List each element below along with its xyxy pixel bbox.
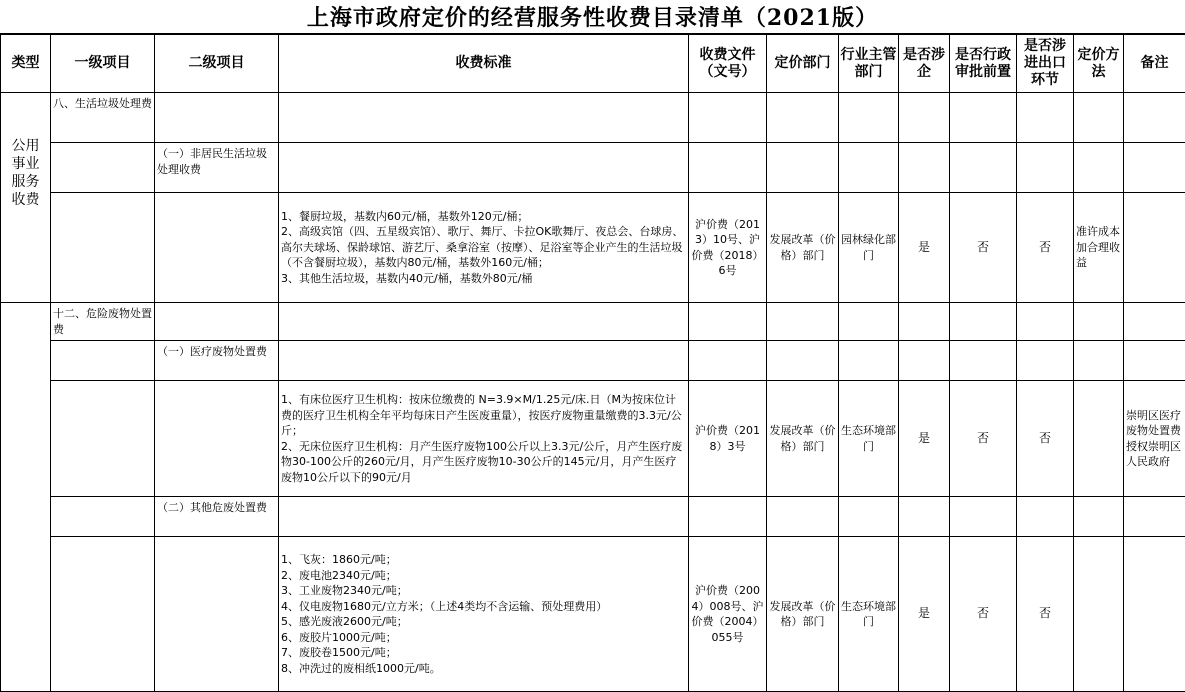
header-method[interactable]: 定价方法 — [1074, 35, 1124, 93]
cell[interactable] — [950, 341, 1017, 381]
industry-cell[interactable]: 生态环境部门 — [839, 381, 899, 497]
header-type[interactable]: 类型 — [1, 35, 51, 93]
remark-cell[interactable]: 崇明区医疗废物处置费授权崇明区人民政府 — [1124, 381, 1185, 497]
type-cell[interactable] — [1, 93, 51, 303]
cell[interactable] — [51, 143, 155, 193]
cell[interactable] — [950, 497, 1017, 537]
remark-cell[interactable] — [1124, 537, 1185, 692]
cell[interactable] — [1017, 341, 1074, 381]
cell[interactable] — [1017, 93, 1074, 143]
table-row — [1, 143, 1185, 193]
cell[interactable] — [279, 341, 689, 381]
cell[interactable] — [767, 341, 839, 381]
level2-cell[interactable]: （二）其他危废处置费 — [155, 497, 279, 537]
header-standard[interactable]: 收费标准 — [279, 35, 689, 93]
cell[interactable] — [899, 341, 950, 381]
cell[interactable] — [51, 497, 155, 537]
standard-cell[interactable]: 1、餐厨垃圾，基数内60元/桶，基数外120元/桶； 2、高级宾馆（四、五星级宾馆）、歌厅、舞厅、卡拉OK歌舞厅、夜总会、台球房、高尔夫球场、保龄球馆、游艺厅、桑拿浴室（按摩）、足浴室等企业产生的生活垃圾（不含餐厨垃圾），基数内80元/桶，基数外160元/桶； 3、其他生活垃圾，基数内40元/桶，基数外80元/桶 — [279, 193, 689, 303]
approval-cell[interactable]: 否 — [950, 193, 1017, 303]
cell[interactable] — [950, 303, 1017, 341]
cell[interactable] — [767, 93, 839, 143]
importexport-cell[interactable]: 否 — [1017, 193, 1074, 303]
cell[interactable] — [1017, 497, 1074, 537]
cell[interactable] — [839, 497, 899, 537]
cell[interactable] — [155, 381, 279, 497]
method-cell[interactable] — [1074, 537, 1124, 692]
cell[interactable] — [1124, 143, 1185, 193]
level1-cell[interactable]: 八、生活垃圾处理费 — [51, 93, 155, 143]
cell[interactable] — [155, 303, 279, 341]
enterprise-cell[interactable]: 是 — [899, 381, 950, 497]
table-row — [1, 497, 1185, 537]
importexport-cell[interactable]: 否 — [1017, 381, 1074, 497]
cell[interactable] — [950, 93, 1017, 143]
header-approval[interactable]: 是否行政审批前置 — [950, 35, 1017, 93]
remark-cell[interactable] — [1124, 193, 1185, 303]
cell[interactable] — [1124, 303, 1185, 341]
dept-cell[interactable]: 发展改革（价格）部门 — [767, 381, 839, 497]
level2-cell[interactable]: （一）医疗废物处置费 — [155, 341, 279, 381]
method-cell[interactable] — [1074, 381, 1124, 497]
cell[interactable] — [155, 193, 279, 303]
cell[interactable] — [1074, 143, 1124, 193]
cell[interactable] — [51, 381, 155, 497]
cell[interactable] — [689, 497, 767, 537]
table-row — [1, 341, 1185, 381]
standard-cell[interactable]: 1、飞灰：1860元/吨； 2、废电池2340元/吨； 3、工业废物2340元/吨； 4、仪电废物1680元/立方米；（上述4类均不含运输、预处理费用） 5、感光废液2600元/吨； 6、废胶片1000元/吨； 7、废胶卷1500元/吨； 8、冲洗过的废相纸1000元/吨。 — [279, 537, 689, 692]
table-row — [1, 193, 1185, 303]
level1-cell[interactable]: 十二、危险废物处置费 — [51, 303, 155, 341]
cell[interactable] — [899, 143, 950, 193]
cell[interactable] — [155, 93, 279, 143]
cell[interactable] — [689, 303, 767, 341]
type-label: 公用事业服务收费 — [5, 137, 46, 209]
header-dept[interactable]: 定价部门 — [767, 35, 839, 93]
header-level2[interactable]: 二级项目 — [155, 35, 279, 93]
cell[interactable] — [155, 537, 279, 692]
header-industry[interactable]: 行业主管部门 — [839, 35, 899, 93]
approval-cell[interactable]: 否 — [950, 537, 1017, 692]
cell[interactable] — [279, 497, 689, 537]
cell[interactable] — [1124, 341, 1185, 381]
header-enterprise[interactable]: 是否涉企 — [899, 35, 950, 93]
cell[interactable] — [51, 193, 155, 303]
table-row — [1, 381, 1185, 497]
approval-cell[interactable]: 否 — [950, 381, 1017, 497]
cell[interactable] — [279, 93, 689, 143]
cell[interactable] — [767, 143, 839, 193]
importexport-cell[interactable]: 否 — [1017, 537, 1074, 692]
cell[interactable] — [689, 341, 767, 381]
dept-cell[interactable]: 发展改革（价格）部门 — [767, 537, 839, 692]
doc-cell[interactable]: 沪价费（2004）008号、沪价费（2004）055号 — [689, 537, 767, 692]
cell[interactable] — [767, 497, 839, 537]
cell[interactable] — [899, 497, 950, 537]
enterprise-cell[interactable]: 是 — [899, 537, 950, 692]
industry-cell[interactable]: 生态环境部门 — [839, 537, 899, 692]
cell[interactable] — [1074, 497, 1124, 537]
level2-cell[interactable]: （一）非居民生活垃圾处理收费 — [155, 143, 279, 193]
header-row — [1, 35, 1185, 93]
table-row — [1, 93, 1185, 143]
cell[interactable] — [899, 93, 950, 143]
doc-cell[interactable]: 沪价费（2013）10号、沪价费（2018）6号 — [689, 193, 767, 303]
cell[interactable] — [839, 143, 899, 193]
header-remark[interactable]: 备注 — [1124, 35, 1185, 93]
header-level1[interactable]: 一级项目 — [51, 35, 155, 93]
cell[interactable] — [689, 93, 767, 143]
doc-cell[interactable]: 沪价费（2018）3号 — [689, 381, 767, 497]
cell[interactable] — [1074, 341, 1124, 381]
table-row — [1, 537, 1185, 692]
cell[interactable] — [1017, 143, 1074, 193]
fee-table — [0, 34, 1185, 692]
cell[interactable] — [1074, 93, 1124, 143]
page-title: 上海市政府定价的经营服务性收费目录清单（2021版） — [0, 0, 1185, 34]
cell[interactable] — [839, 341, 899, 381]
dept-cell[interactable]: 发展改革（价格）部门 — [767, 193, 839, 303]
cell[interactable] — [839, 93, 899, 143]
cell[interactable] — [51, 341, 155, 381]
enterprise-cell[interactable]: 是 — [899, 193, 950, 303]
cell[interactable] — [51, 537, 155, 692]
cell[interactable] — [950, 143, 1017, 193]
cell[interactable] — [279, 143, 689, 193]
cell[interactable] — [279, 303, 689, 341]
cell[interactable] — [1124, 497, 1185, 537]
header-doc[interactable]: 收费文件（文号） — [689, 35, 767, 93]
cell[interactable] — [899, 303, 950, 341]
header-importexport[interactable]: 是否涉进出口环节 — [1017, 35, 1074, 93]
cell[interactable] — [767, 303, 839, 341]
method-cell[interactable]: 准许成本加合理收益 — [1074, 193, 1124, 303]
standard-cell[interactable]: 1、有床位医疗卫生机构：按床位缴费的 N=3.9×M/1.25元/床.日（M为按床位计费的医疗卫生机构全年平均每床日产生医废重量），按医疗废物重量缴费的3.3元/公斤； 2、无床位医疗卫生机构：月产生医疗废物100公斤以上3.3元/公斤，月产生医疗废物30-100公斤的260元/月，月产生医疗废物10-30公斤的145元/月，月产生医疗废物10公斤以下的90元/月 — [279, 381, 689, 497]
industry-cell[interactable]: 园林绿化部门 — [839, 193, 899, 303]
type-cell[interactable] — [1, 303, 51, 692]
cell[interactable] — [1017, 303, 1074, 341]
cell[interactable] — [689, 143, 767, 193]
cell[interactable] — [839, 303, 899, 341]
table-row — [1, 303, 1185, 341]
cell[interactable] — [1124, 93, 1185, 143]
cell[interactable] — [1074, 303, 1124, 341]
